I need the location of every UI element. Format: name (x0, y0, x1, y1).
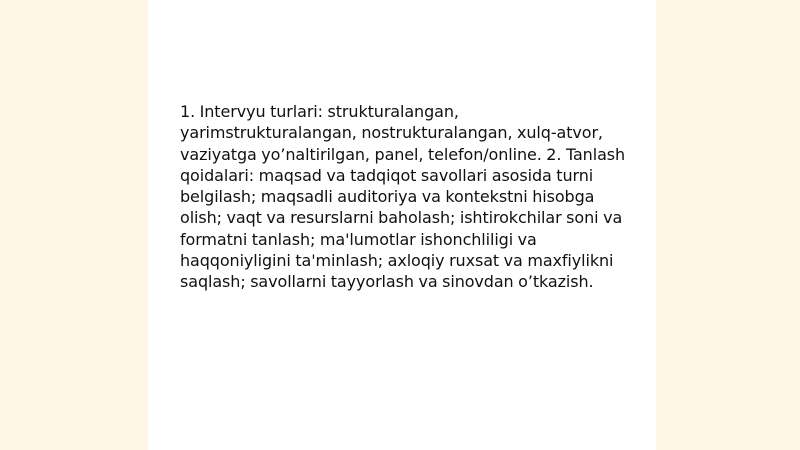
document-page (148, 0, 656, 450)
body-text: 1. Intervyu turlari: strukturalangan, yarimstrukturalangan, nostrukturalangan, xulq-atvor, vaziyatga yo’naltirilgan, panel, telefon/online. 2. Tanlash qoidalari: maqsad va tadqiqot savollari asosida turni belgilash; maqsadli auditoriya va kontekstni hisobga olish; vaqt va resurslarni baholash; ishtirokchilar soni va formatni tanlash; ma'lumotlar ishonchliligi va haqqoniyligini ta'minlash; axloqiy ruxsat va maxfiylikni saqlash; savollarni tayyorlash va sinovdan o’tkazish. (180, 102, 626, 292)
